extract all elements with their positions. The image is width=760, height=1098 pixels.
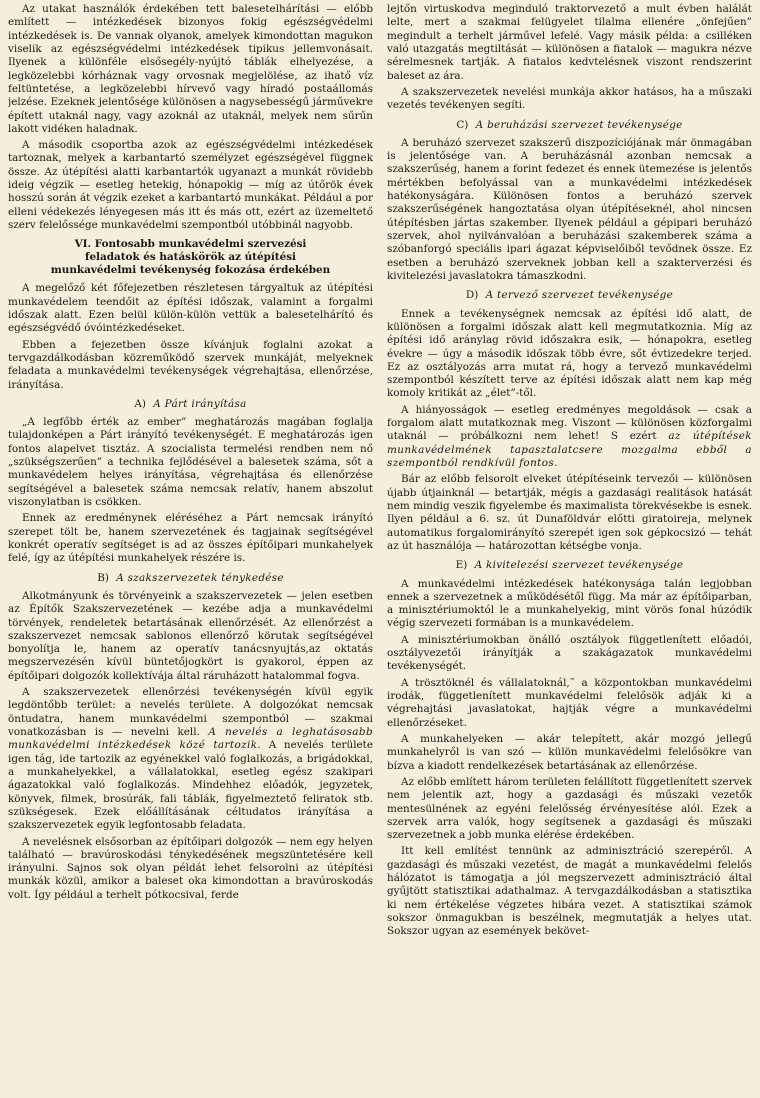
paragraph: lejtőn virtuskodva meginduló traktorvezető a mult évben halálát lelte, mert a szakmai felügyelet tilalma ellenére „önfejűen” megindult a terhelt járművel lefelé. Vagy másik példa: a csilléken való utazgatás megtiltását — különösen a fiatalok — magukra nézve sérelmesnek tartják. A fiatalos kedvtelésnek viszont rendszerint baleset az ára. — [387, 3, 752, 82]
section-letter: C) — [456, 118, 469, 131]
paragraph: Alkotmányunk és törvényeink a szakszervezetek — jelen esetben az Építők Szakszervezetének — kezébe adja a munkavédelmi törvények, rendeletek betartásának ellenőrzését. Az ellenőrzést a szakszervezet nemcsak sablonos ellenőrző körutak segítségével bonyolítja le, hanem az operatív tanácsnyujtás,az oktatás megszervezésén kívül büntetőjogkört is gyakorol, éppen az építőipari dolgozók kollektívája által ráruházott hatalommal fogva. — [8, 589, 373, 682]
paragraph-text: A szakszervezetek ellenőrzési tevékenységén kívül egyik legdöntőbb terület: a nevelés területe. A dolgozókat nemcsak öntudatra, hanem munkavédelmi szempontból — szakmai vonatkozásban is — nevelni kell. — [8, 686, 373, 738]
paragraph: A megelőző két főfejezetben részletesen tárgyaltuk az útépítési munkavédelem teendőit az építési időszak, valamint a forgalmi időszak alatt. Ezen belül külön-külön vettük a balesetelhárító és egészségvédő óvóintézkedéseket. — [8, 282, 373, 335]
chapter-heading-line: feladatok és hatáskörök az útépítési — [84, 251, 297, 264]
section-title: A szakszervezetek ténykedése — [116, 571, 284, 584]
paragraph: „A legfőbb érték az ember” meghatározás magában foglalja tulajdonképen a Párt irányító tevékenységét. E meghatározás igen fontos alapelvet tisztáz. A szocialista termelési rendben nem nő „szükségszerűen” a technika fejlődésével a balesetek száma, sőt a munkavédelem helyes irányítása, végrehajtása és ellenőrzése segítségével a balesetek száma nemcsak relatív, hanem abszolut viszonylatban is csökken. — [8, 416, 373, 508]
section-heading-a — [8, 398, 373, 411]
paragraph: Itt kell említést tennünk az adminisztráció szerepéről. A gazdasági és műszaki vezetést, de magát a munkavédelmi felelős hálózatot is támogatja a jól megszervezett adminisztráció által gyűjtött statisztikai adathalmaz. A tervgazdálkodásban a statisztika ki nem értékelése végzetes hibára vezet. A statisztikai számok sokszor önmagukban is beszélnek, megmutatják a helyes utat. Sokszor ugyan az események bekövet- — [387, 845, 752, 938]
section-heading-d — [387, 289, 752, 302]
paragraph: A második csoportba azok az egészségvédelmi intézkedések tartoznak, melyek a karbantartó személyzet egészségével függnek össze. Az útépítési alatti karbantartók ugyanazt a munkát rövidebb ideig végzik — esetleg hetekig, hónapokig — míg az útőrök évek hosszú során át végzik ezeket a karbantartó munkákat. Például a por elleni védekezés lényegesen más itt és más ott, ezért az üzemeltető szerv felelőssége munkavédelmi szempontból utóbbinál nagyobb. — [8, 139, 373, 231]
chapter-heading-line: munkavédelmi tevékenység fokozása érdekében — [50, 264, 331, 277]
section-letter: B) — [97, 571, 109, 584]
section-letter: A) — [134, 397, 146, 410]
left-column — [8, 3, 373, 1098]
section-letter: D) — [465, 289, 479, 302]
chapter-heading-line: VI. Fontosabb munkavédelmi szervezési — [74, 238, 307, 251]
paragraph: A munkahelyeken — akár telepített, akár mozgó jellegű munkahelyről is van szó — külön munkavédelmi felelősökre van bízva a kiadott rendelkezések betartásának az ellenőrzése. — [387, 732, 752, 772]
paragraph: A beruházó szervezet szakszerű diszpozíciójának már önmagában is jelentősége van. A beruházásnál azonban nemcsak a szakszerűség, hanem a forint fedezet és ennek ütemezése is jelentős mértékben befolyással van a munkavédelmi intézkedések hatékonyságára. Különösen fontos a beruházó szervek szakszerűségének hangoztatása olyan útépítéseknél, ahol nincsen útépítésben jártas szakember. Ilyenek például a gépipari beruházó szervek, ahol nyilvánvalóan a beruházási szakemberek száma a szóbanforgó speciális ipari ágazat képviselőiből tevődnek össze. Ez esetben a beruházó szerveknek jobban kell a szakterverzési és kivitelezési javaslatokra támaszkodni. — [387, 136, 752, 282]
section-title: A tervező szervezet tevékenysége — [485, 289, 674, 302]
section-heading-b — [8, 572, 373, 585]
paragraph: Az utakat használók érdekében tett balesetelhárítási — előbb említett — intézkedések bizonyos fokig egészségvédelmi intézkedések is. De vannak olyanok, amelyek kimondottan magukon viselik az egészségvédelmi intézkedések tipikus jellemvonásait. Ilyenek a különféle elsősegély-nyújtó táblák elhelyezése, a legközelebbi kórháznak vagy orvosnak megjelölése, az ihatő víz feltüntetése, a legközelebbi hírvevő vagy híradó postaállomás jelzése. Ezeknek jelentősége különösen a nagysebességű járművekre épített utaknál nagy, vagy azoknál az utaknál, melyek nem sűrűn lakott vidéken haladnak. — [8, 3, 373, 135]
section-heading-c — [387, 119, 752, 132]
emphasized-text: az útépítések munkavédelmének tapasztalatcsere mozgalma ebből a szempontból rendkívül fontos. — [387, 430, 752, 469]
chapter-heading — [8, 238, 373, 277]
section-title: A Párt irányítása — [153, 397, 247, 410]
paragraph: Ennek a tevékenységnek nemcsak az építési idő alatt, de különösen a forgalmi időszak alatt kell megmutatkoznia. Míg az építési idő aránylag rövid időszakra esik, — hónapokra, esetleg évekre — úgy a második időszak több évre, sőt évtizedekre terjed. Ez az osztályozás arra mutat rá, hogy a tervező munkavédelmi szempontból készített terve az építési időszak alatt nem kap még komoly kritikát az „élet”-től. — [387, 307, 752, 400]
paragraph: A minisztériumokban önálló osztályok függetlenített előadói, osztályvezetői irányítják a szakágazatok munkavédelmi tevékenységét. — [387, 633, 752, 673]
paragraph: A trösztöknél és vállalatoknál,˜ a központokban munkavédelmi irodák, függetlenített munkavédelmi felelősök adják ki a végrehajtási javaslatokat, hajtják végre a munkavédelmi ellenőrzéseket. — [387, 676, 752, 729]
paragraph: Ebben a fejezetben össze kívánjuk foglalni azokat a tervgazdálkodásban közreműködő szervek munkáját, melyeknek feladata a munkavédelmi tevékenységek végrehajtása, ellenőrzése, irányítása. — [8, 338, 373, 391]
section-title: A beruházási szervezet tevékenysége — [475, 118, 683, 131]
section-heading-e — [387, 559, 752, 572]
paragraph: Ennek az eredménynek eléréséhez a Párt nemcsak irányító szerepet tölt be, hanem szervezetének és tagjainak segítségével konkrét operatív segítséget is ad az összes építőipari munkahelyek felé, így az útépítési munkahelyek részére is. — [8, 512, 373, 565]
paragraph: Az előbb említett három területen felállított függetlenített szervek nem jelentik azt, hogy a gazdasági és műszaki vezetők mentesülnének az egyéni felelősség érvényesítése alól. Ezek a szervek arra valók, hogy segítsenek a gazdasági és műszaki szervezetnek a jobb munka elérése érdekében. — [387, 775, 752, 842]
paragraph: A szakszervezetek nevelési munkája akkor hatásos, ha a műszaki vezetés tevékenyen segíti. — [387, 85, 752, 112]
paragraph-text: A hiányosságok — esetleg eredményes megoldások — csak a forgalom alatt mutatkoznak meg. Viszont — különösen közforgalmi utaknál — próbálkozni nem lehet! S ezért — [387, 403, 752, 443]
section-letter: E) — [455, 559, 468, 572]
paragraph — [387, 404, 752, 471]
section-title: A kivitelezési szervezet tevékenysége — [474, 559, 684, 572]
paragraph: Bár az előbb felsorolt elveket útépítéseink tervezői — különösen újabb útjainknál — betartják, mégis a gazdasági realitások hatását nem mindig veszik figyelembe és maximalista törekvésekbe is esnek. Ilyen például a 6. sz. út Dunaföldvár előtti giratoireja, melynek automatikus forgalomirányító szerepét igen sok gépkocsizó — tehát az út használója — határozottan kétségbe vonja. — [387, 473, 752, 552]
paragraph: A munkavédelmi intézkedések hatékonysága talán legjobban ennek a szervezetnek a működésétől függ. Ma már az építőiparban, a minisztériumoktól le a munkahelyekig, mint vörös fonal húzódik végig szervezeti formában is a munkavédelem. — [387, 577, 752, 630]
emphasized-text: A nevelés a leghatásosabb munkavédelmi intézkedések közé tartozik. — [8, 726, 373, 752]
paragraph — [8, 686, 373, 832]
right-column — [387, 3, 752, 1098]
paragraph-text: A nevelés területe igen tág, ide tartozik az egyénekkel való foglalkozás, a brigádokkal, a munkahelyekkel, a vállalatokkal, esetleg egész szakipari ágazatokkal való foglalkozás. Mindehhez előadók, jegyzetek, könyvek, filmek, brosúrák, fali táblák, figyelmeztető feliratok stb. szükségesek. Ezek előállításának céltudatos irányítása a szakszervezetek egyik legfontosabb feladata. — [8, 739, 373, 832]
paragraph: A nevelésnek elsősorban az építőipari dolgozók — nem egy helyen található — bravúroskodási ténykedésének megszüntetésére kell irányulni. Sajnos sok olyan példát lehet felsorolni az útépítési munkák közül, amikor a baleset oka kimondottan a bravúroskodás volt. Így például a terhelt pótkocsival, ferde — [8, 835, 373, 901]
